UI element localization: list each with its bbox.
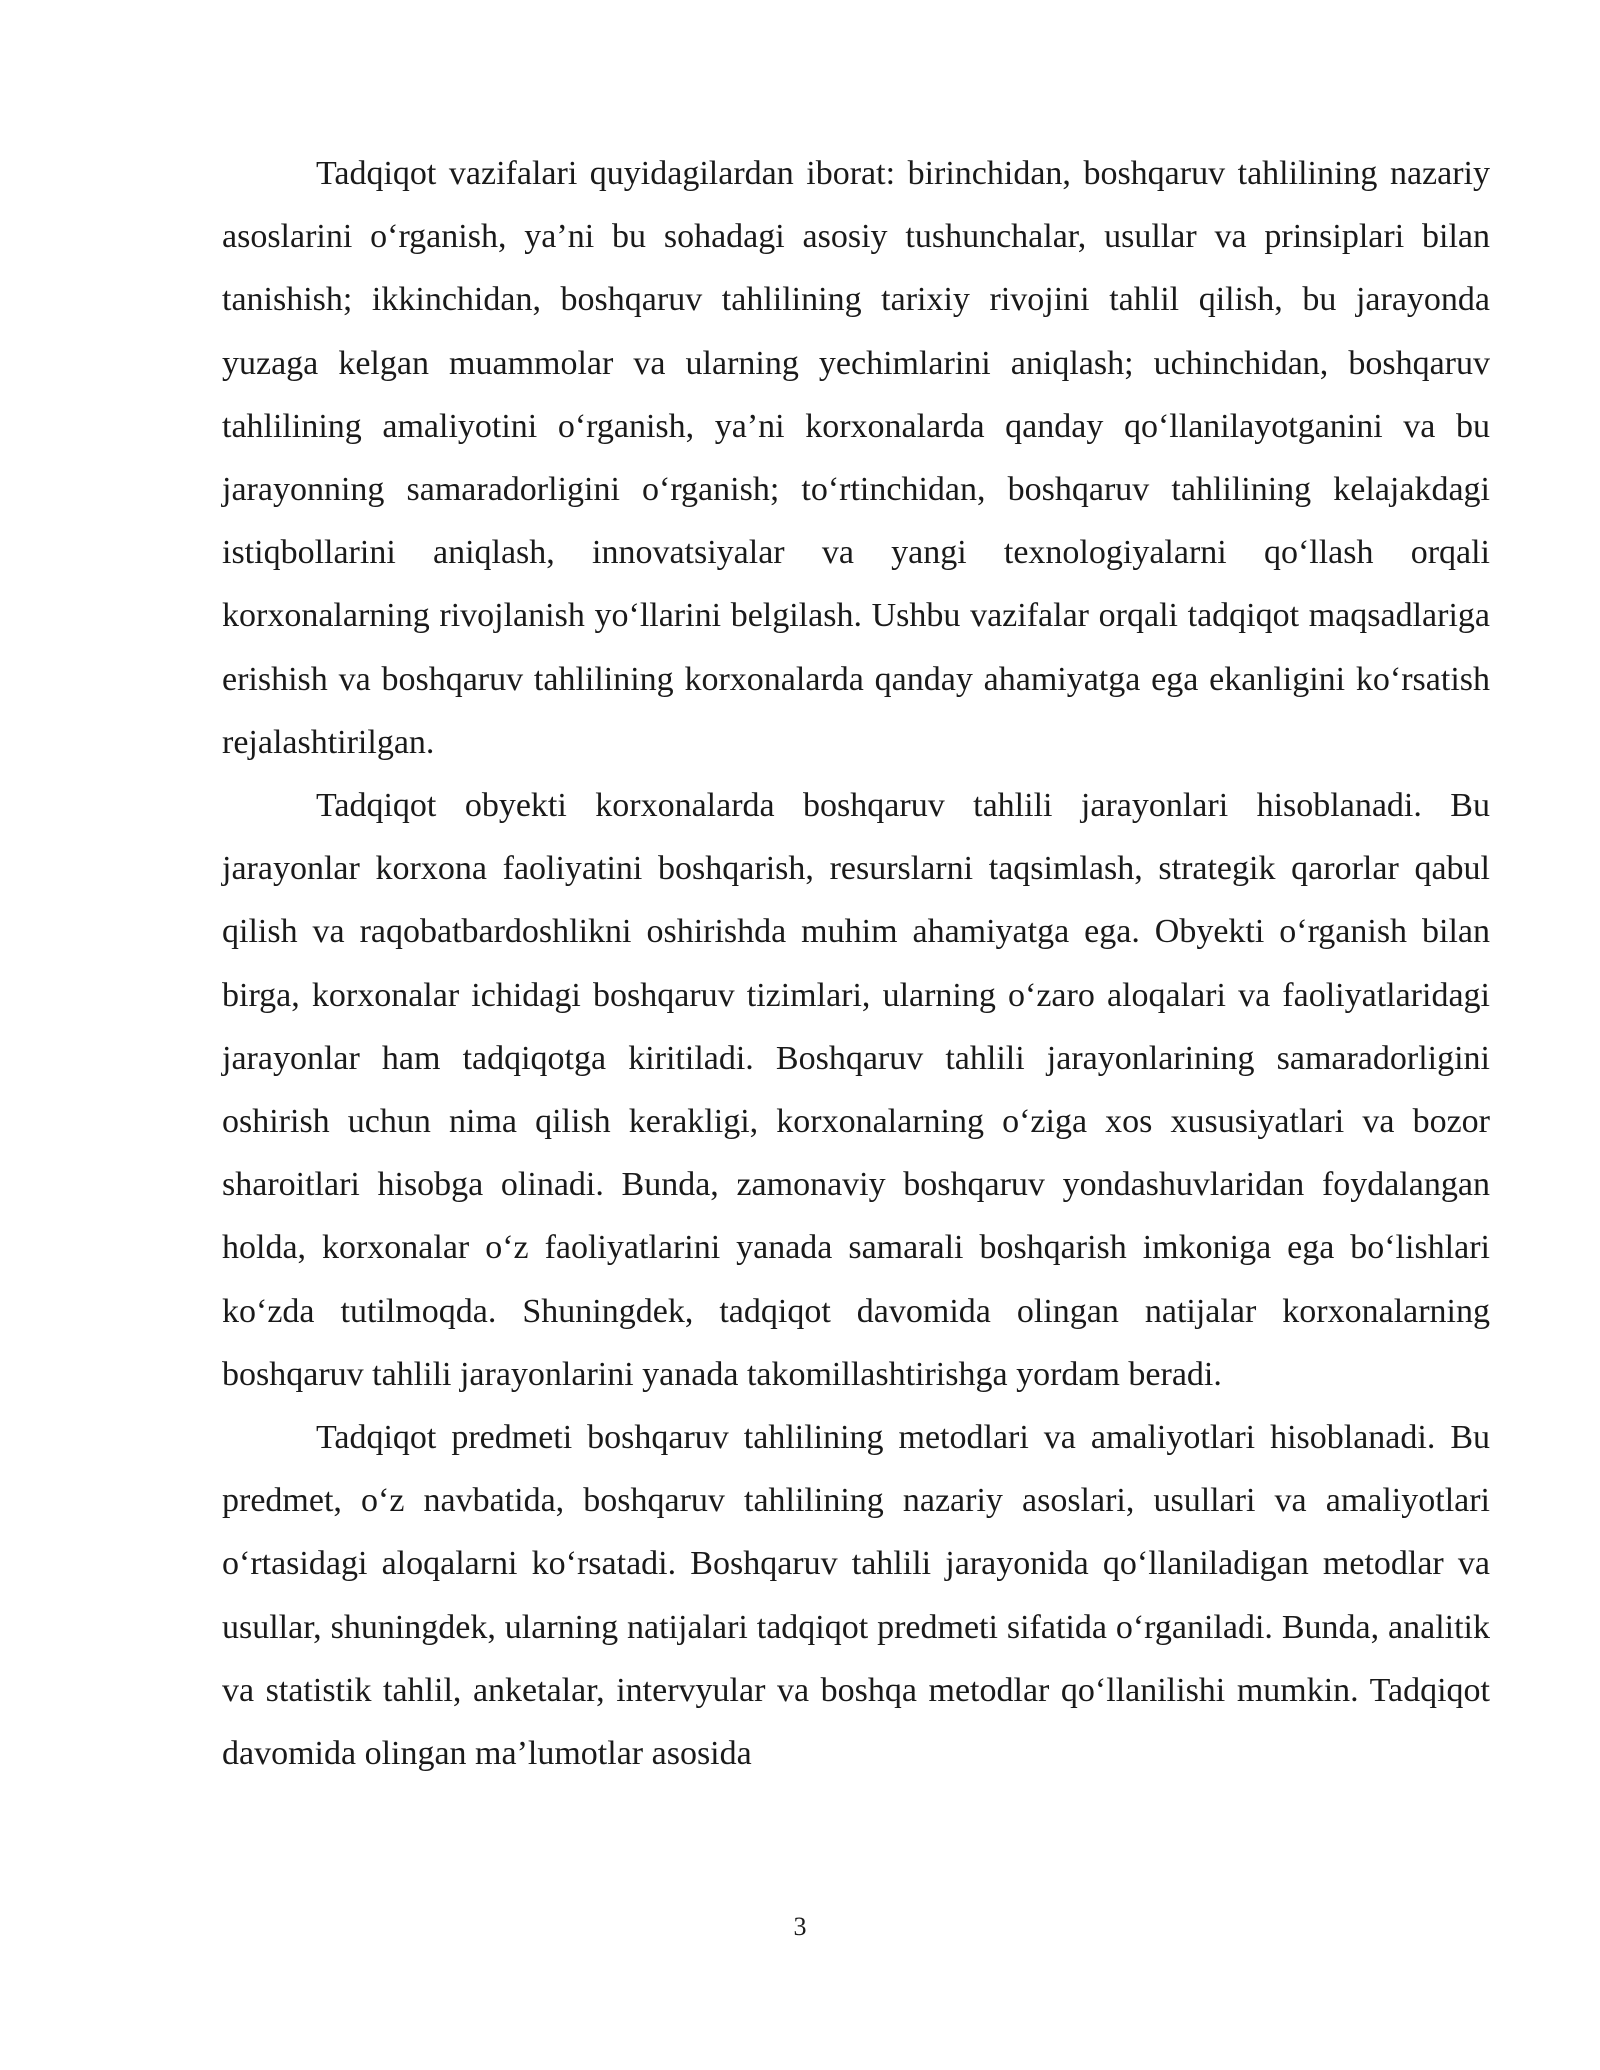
paragraph-subject: Tadqiqot predmeti boshqaruv tahlilining metodlari va amaliyotlari hisoblanadi. Bu predmet, o‘z navbatida, boshqaruv tahlilining nazariy asoslari, usullari va amaliyotlari o‘rtasidagi aloqalarni ko‘rsatadi. Boshqaruv tahlili jarayonida qo‘llaniladigan metodlar va usullar, shuningdek, ularning natijalari tadqiqot predmeti sifatida o‘rganiladi. Bunda, analitik va statistik tahlil, anketalar, intervyular va boshqa metodlar qo‘llanilishi mumkin. Tadqiqot davomida olingan ma’lumotlar asosida bbox=[222, 1419, 1490, 1773]
body-text bbox=[222, 142, 1490, 1785]
paragraph-object: Tadqiqot obyekti korxonalarda boshqaruv tahlili jarayonlari hisoblanadi. Bu jarayonlar korxona faoliyatini boshqarish, resurslarni taqsimlash, strategik qarorlar qabul qilish va raqobatbardoshlikni oshirishda muhim ahamiyatga ega. Obyekti o‘rganish bilan birga, korxonalar ichidagi boshqaruv tizimlari, ularning o‘zaro aloqalari va faoliyatlaridagi jarayonlar ham tadqiqotga kiritiladi. Boshqaruv tahlili jarayonlarining samaradorligini oshirish uchun nima qilish kerakligi, korxonalarning o‘ziga xos xususiyatlari va bozor sharoitlari hisobga olinadi. Bunda, zamonaviy boshqaruv yondashuvlaridan foydalangan holda, korxonalar o‘z faoliyatlarini yanada samarali boshqarish imkoniga ega bo‘lishlari ko‘zda tutilmoqda. Shuningdek, tadqiqot davomida olingan natijalar korxonalarning boshqaruv tahlili jarayonlarini yanada takomillashtirishga yordam beradi. bbox=[222, 787, 1490, 1393]
page-number: 3 bbox=[793, 1912, 807, 1941]
paragraph-tasks: Tadqiqot vazifalari quyidagilardan iborat: birinchidan, boshqaruv tahlilining nazariy asoslarini o‘rganish, ya’ni bu sohadagi asosiy tushunchalar, usullar va prinsiplari bilan tanishish; ikkinchidan, boshqaruv tahlilining tarixiy rivojini tahlil qilish, bu jarayonda yuzaga kelgan muammolar va ularning yechimlarini aniqlash; uchinchidan, boshqaruv tahlilining amaliyotini o‘rganish, ya’ni korxonalarda qanday qo‘llanilayotganini va bu jarayonning samaradorligini o‘rganish; to‘rtinchidan, boshqaruv tahlilining kelajakdagi istiqbollarini aniqlash, innovatsiyalar va yangi texnologiyalarni qo‘llash orqali korxonalarning rivojlanish yo‘llarini belgilash. Ushbu vazifalar orqali tadqiqot maqsadlariga erishish va boshqaruv tahlilining korxonalarda qanday ahamiyatga ega ekanligini ko‘rsatish rejalashtirilgan. bbox=[222, 155, 1490, 761]
